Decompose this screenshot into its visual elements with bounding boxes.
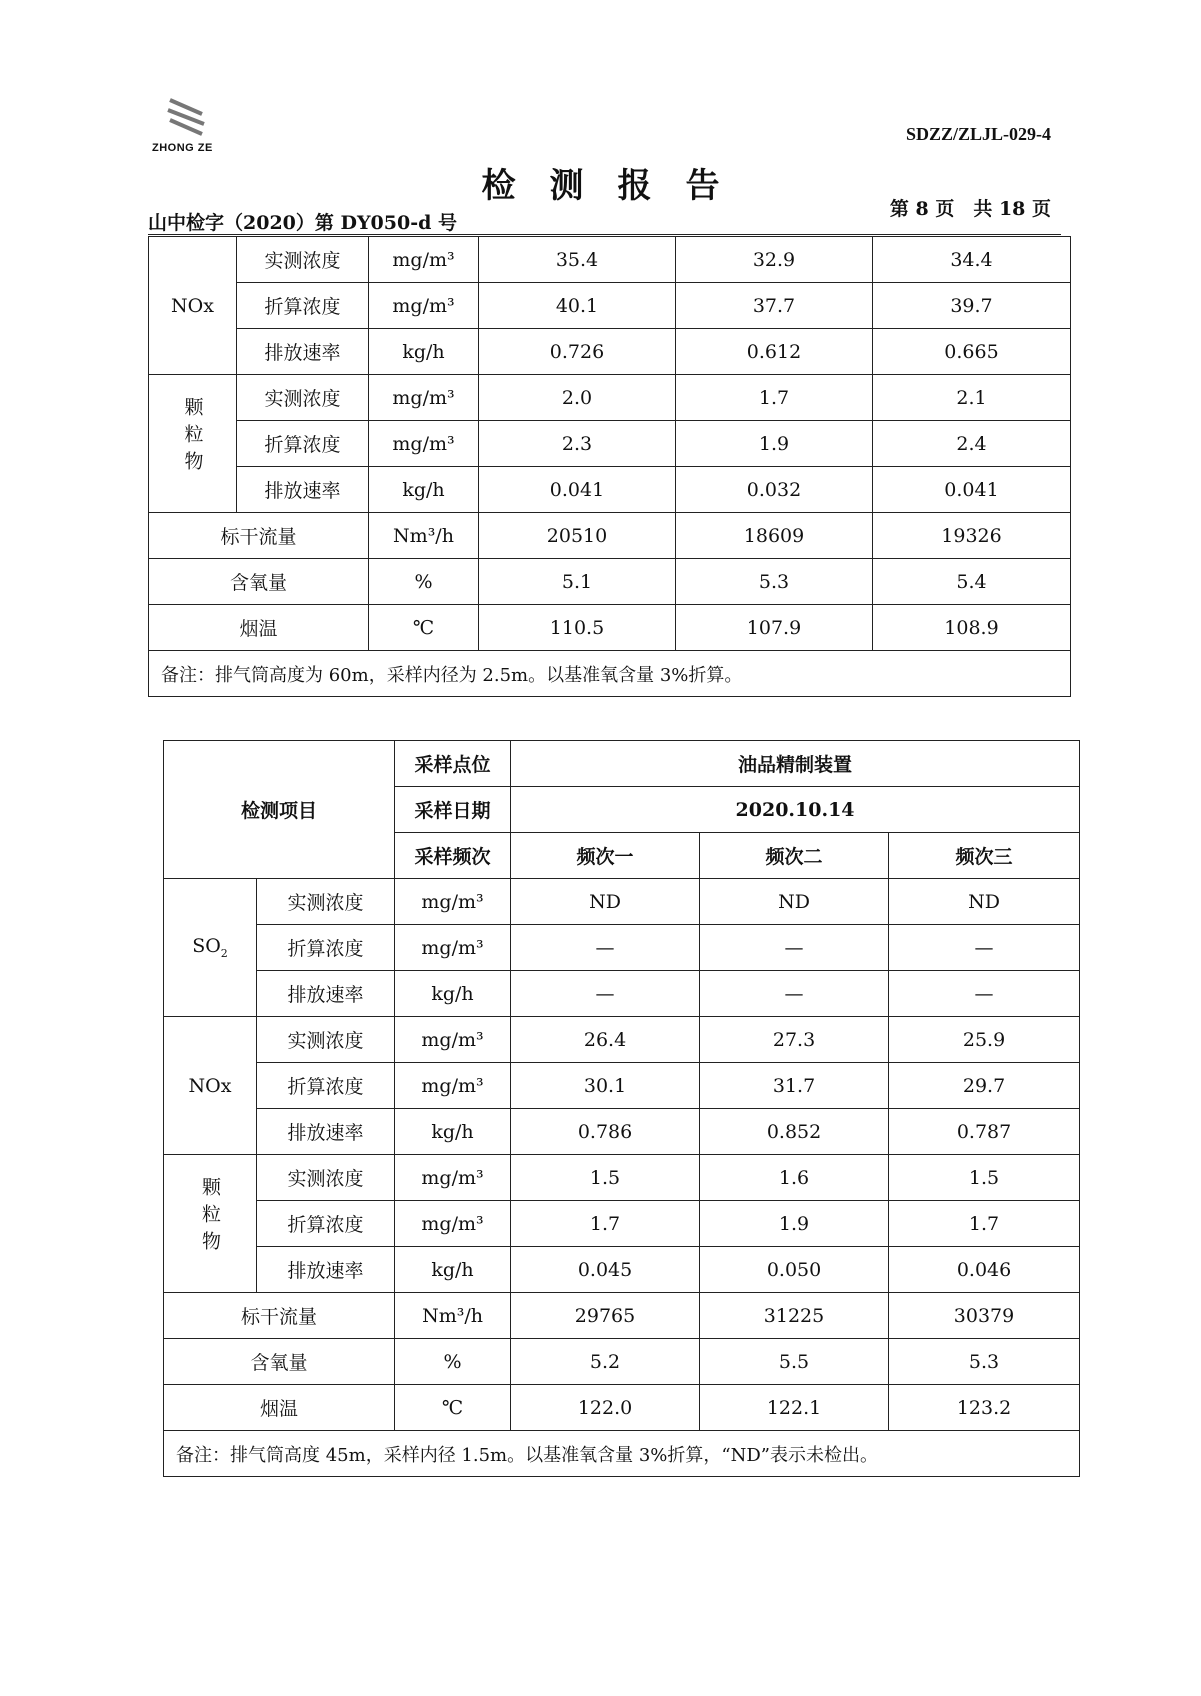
unit-cell: kg/h: [395, 1247, 511, 1293]
value-cell: 37.7: [676, 283, 873, 329]
unit-cell: ℃: [369, 605, 479, 651]
value-cell: 2.0: [479, 375, 676, 421]
pm-label-text: 颗粒物: [199, 1177, 221, 1258]
table-row: [149, 421, 1071, 467]
item-header: 检测项目: [164, 741, 395, 879]
unit-cell: mg/m³: [395, 879, 511, 925]
emission-table-continued: [148, 236, 1071, 697]
table-row: [164, 1339, 1080, 1385]
value-cell: 0.041: [873, 467, 1071, 513]
value-cell: —: [511, 971, 700, 1017]
table-row: [164, 1247, 1080, 1293]
value-cell: 1.7: [676, 375, 873, 421]
table-row: [164, 971, 1080, 1017]
pm-label: [149, 375, 237, 513]
table-row: [164, 1017, 1080, 1063]
page-title: 检测报告: [481, 166, 754, 206]
table-row: [164, 1431, 1080, 1477]
pm-label: [164, 1155, 257, 1293]
table-row: [164, 879, 1080, 925]
value-cell: ND: [889, 879, 1080, 925]
item-label: 折算浓度: [237, 283, 369, 329]
freq-label: 采样频次: [395, 833, 511, 879]
table-row: [164, 1201, 1080, 1247]
emission-table: [163, 740, 1080, 1477]
value-cell: —: [511, 925, 700, 971]
table-row: [164, 1293, 1080, 1339]
freq-header: 频次二: [700, 833, 889, 879]
unit-cell: %: [369, 559, 479, 605]
table-row: [164, 1063, 1080, 1109]
value-cell: 0.852: [700, 1109, 889, 1155]
nox-label: NOx: [164, 1017, 257, 1155]
item-label: 实测浓度: [237, 375, 369, 421]
unit-cell: ℃: [395, 1385, 511, 1431]
value-cell: 20510: [479, 513, 676, 559]
freq-header: 频次三: [889, 833, 1080, 879]
value-cell: 0.665: [873, 329, 1071, 375]
pm-label-text: 颗粒物: [181, 397, 204, 478]
unit-cell: mg/m³: [395, 925, 511, 971]
item-label: 标干流量: [149, 513, 369, 559]
date-label: 采样日期: [395, 787, 511, 833]
value-cell: 29765: [511, 1293, 700, 1339]
value-cell: 25.9: [889, 1017, 1080, 1063]
logo-stripes-icon: [164, 96, 208, 140]
item-label: 含氧量: [164, 1339, 395, 1385]
logo-text: ZHONG ZE: [152, 142, 213, 154]
value-cell: 2.3: [479, 421, 676, 467]
unit-cell: kg/h: [395, 1109, 511, 1155]
value-cell: —: [889, 925, 1080, 971]
unit-cell: mg/m³: [395, 1063, 511, 1109]
unit-cell: mg/m³: [369, 237, 479, 283]
unit-cell: mg/m³: [369, 283, 479, 329]
value-cell: 30.1: [511, 1063, 700, 1109]
value-cell: 26.4: [511, 1017, 700, 1063]
value-cell: 108.9: [873, 605, 1071, 651]
table-row: [149, 559, 1071, 605]
value-cell: 1.5: [511, 1155, 700, 1201]
value-cell: 31.7: [700, 1063, 889, 1109]
freq-header: 频次一: [511, 833, 700, 879]
item-label: 折算浓度: [237, 421, 369, 467]
unit-cell: mg/m³: [395, 1201, 511, 1247]
value-cell: 110.5: [479, 605, 676, 651]
value-cell: 0.046: [889, 1247, 1080, 1293]
value-cell: 5.4: [873, 559, 1071, 605]
value-cell: 5.2: [511, 1339, 700, 1385]
item-label: 实测浓度: [257, 1155, 395, 1201]
value-cell: 0.050: [700, 1247, 889, 1293]
unit-cell: Nm³/h: [395, 1293, 511, 1339]
table-row: [164, 1385, 1080, 1431]
unit-cell: kg/h: [369, 467, 479, 513]
value-cell: 19326: [873, 513, 1071, 559]
value-cell: 35.4: [479, 237, 676, 283]
value-cell: 29.7: [889, 1063, 1080, 1109]
value-cell: 122.1: [700, 1385, 889, 1431]
document-code: SDZZ/ZLJL-029-4: [905, 124, 1051, 144]
value-cell: 1.6: [700, 1155, 889, 1201]
value-cell: 1.7: [511, 1201, 700, 1247]
value-cell: 107.9: [676, 605, 873, 651]
unit-cell: mg/m³: [395, 1155, 511, 1201]
table-row: [164, 1109, 1080, 1155]
nox-label: NOx: [149, 237, 237, 375]
item-label: 实测浓度: [257, 879, 395, 925]
item-label: 烟温: [164, 1385, 395, 1431]
item-label: 含氧量: [149, 559, 369, 605]
value-cell: ND: [511, 879, 700, 925]
value-cell: 123.2: [889, 1385, 1080, 1431]
item-label: 烟温: [149, 605, 369, 651]
header-divider: [148, 234, 1061, 235]
table-row: [164, 741, 1080, 787]
point-value: 油品精制装置: [511, 741, 1080, 787]
report-number: 山中检字（2020）第 DY050-d 号: [148, 212, 457, 234]
value-cell: 31225: [700, 1293, 889, 1339]
value-cell: 0.726: [479, 329, 676, 375]
item-label: 折算浓度: [257, 1201, 395, 1247]
value-cell: 18609: [676, 513, 873, 559]
page-number: 第 8 页 共 18 页: [889, 198, 1051, 220]
value-cell: 27.3: [700, 1017, 889, 1063]
unit-cell: mg/m³: [369, 421, 479, 467]
table-row: [149, 467, 1071, 513]
item-label: 折算浓度: [257, 1063, 395, 1109]
table-row: [149, 651, 1071, 697]
item-label: 折算浓度: [257, 925, 395, 971]
value-cell: 0.786: [511, 1109, 700, 1155]
point-label: 采样点位: [395, 741, 511, 787]
item-label: 实测浓度: [237, 237, 369, 283]
value-cell: 2.1: [873, 375, 1071, 421]
table-row: [149, 605, 1071, 651]
value-cell: 1.5: [889, 1155, 1080, 1201]
value-cell: 30379: [889, 1293, 1080, 1339]
item-label: 排放速率: [257, 971, 395, 1017]
table-row: [149, 513, 1071, 559]
value-cell: 0.612: [676, 329, 873, 375]
unit-cell: mg/m³: [395, 1017, 511, 1063]
so2-label: $SO_2$: [164, 879, 257, 1017]
value-cell: 1.7: [889, 1201, 1080, 1247]
table-row: [149, 375, 1071, 421]
unit-cell: %: [395, 1339, 511, 1385]
table-row: [149, 283, 1071, 329]
value-cell: 5.3: [676, 559, 873, 605]
unit-cell: kg/h: [369, 329, 479, 375]
value-cell: 5.3: [889, 1339, 1080, 1385]
value-cell: 40.1: [479, 283, 676, 329]
value-cell: 122.0: [511, 1385, 700, 1431]
item-label: 实测浓度: [257, 1017, 395, 1063]
unit-cell: kg/h: [395, 971, 511, 1017]
table-note: 备注：排气筒高度 45m，采样内径 1.5m。以基准氧含量 3%折算，“ND”表示未检出。: [164, 1431, 1080, 1477]
value-cell: —: [700, 971, 889, 1017]
value-cell: 5.5: [700, 1339, 889, 1385]
value-cell: 34.4: [873, 237, 1071, 283]
item-label: 排放速率: [237, 467, 369, 513]
item-label: 排放速率: [257, 1109, 395, 1155]
table-row: [149, 329, 1071, 375]
value-cell: 1.9: [676, 421, 873, 467]
unit-cell: mg/m³: [369, 375, 479, 421]
value-cell: ND: [700, 879, 889, 925]
table-row: [164, 925, 1080, 971]
date-value: 2020.10.14: [511, 787, 1080, 833]
table-row: [149, 237, 1071, 283]
value-cell: 32.9: [676, 237, 873, 283]
value-cell: 0.787: [889, 1109, 1080, 1155]
value-cell: 5.1: [479, 559, 676, 605]
value-cell: —: [889, 971, 1080, 1017]
item-label: 排放速率: [257, 1247, 395, 1293]
table-row: [164, 1155, 1080, 1201]
value-cell: 0.045: [511, 1247, 700, 1293]
company-logo: [150, 96, 230, 166]
item-label: 排放速率: [237, 329, 369, 375]
value-cell: 1.9: [700, 1201, 889, 1247]
unit-cell: Nm³/h: [369, 513, 479, 559]
value-cell: 0.032: [676, 467, 873, 513]
table-note: 备注：排气筒高度为 60m，采样内径为 2.5m。以基准氧含量 3%折算。: [149, 651, 1071, 697]
value-cell: —: [700, 925, 889, 971]
item-label: 标干流量: [164, 1293, 395, 1339]
value-cell: 39.7: [873, 283, 1071, 329]
value-cell: 2.4: [873, 421, 1071, 467]
value-cell: 0.041: [479, 467, 676, 513]
